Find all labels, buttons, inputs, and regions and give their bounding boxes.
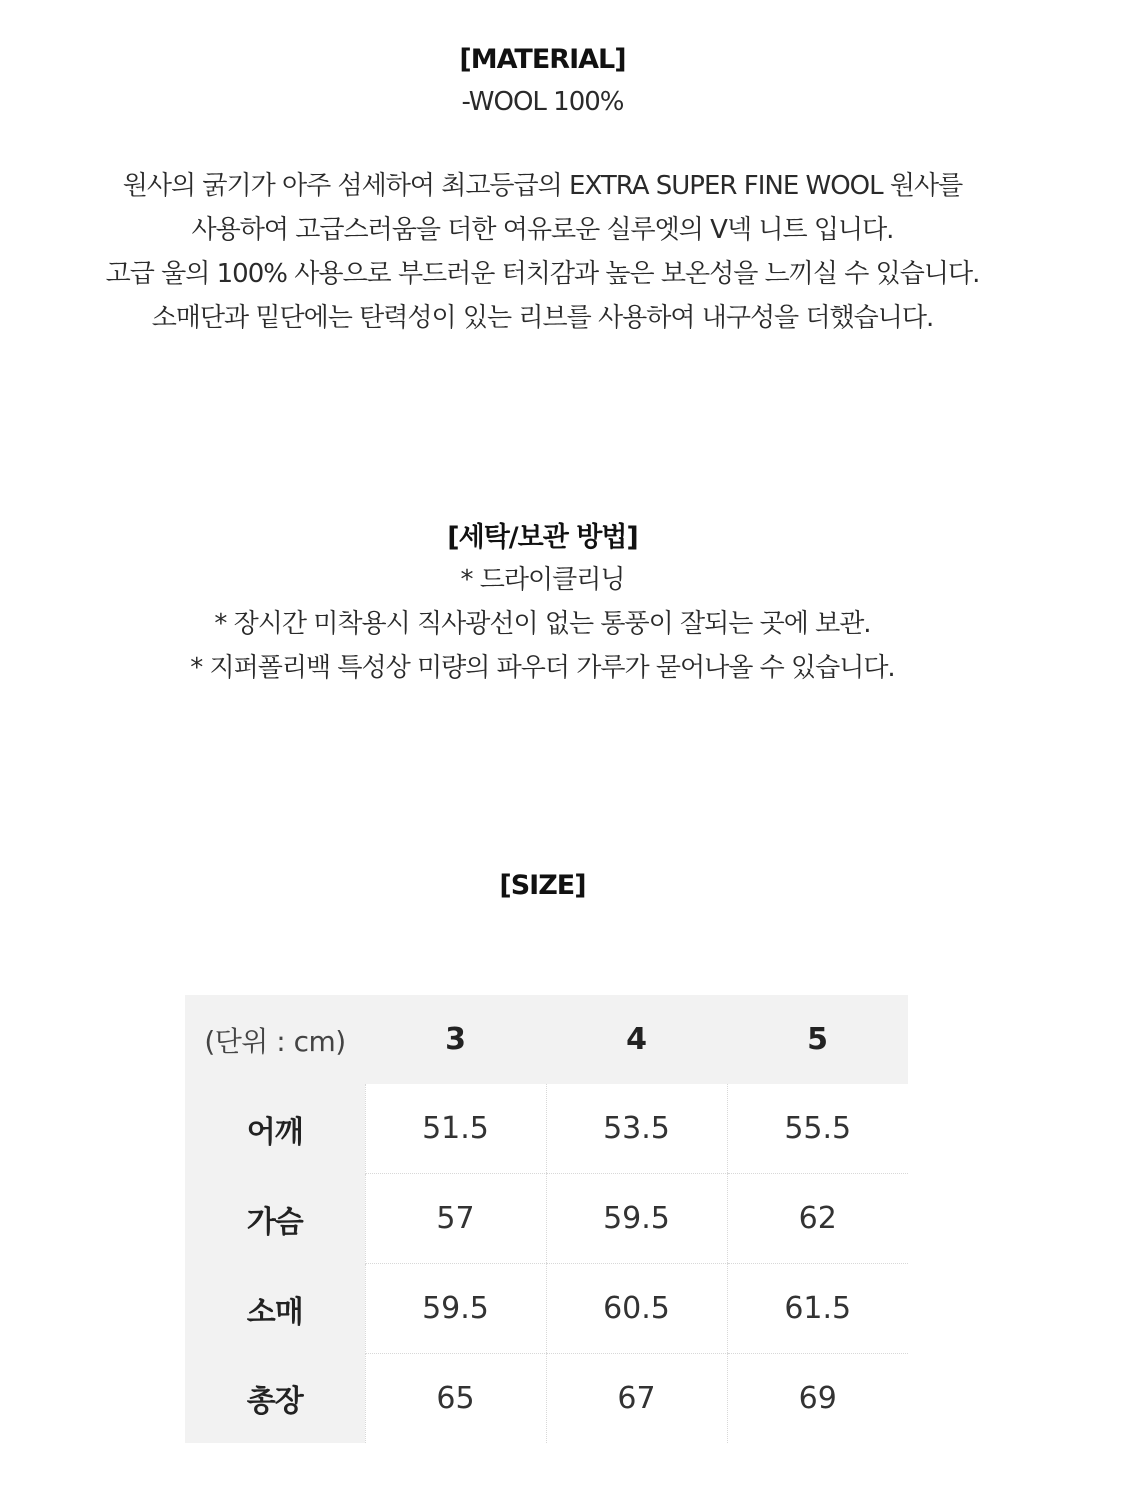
table-row [185, 1174, 908, 1264]
table-cell: 67 [546, 1354, 727, 1444]
description-line: 소매단과 밑단에는 탄력성이 있는 리브를 사용하여 내구성을 더했습니다. [151, 303, 934, 333]
table-cell: 65 [365, 1354, 546, 1444]
table-cell: 55.5 [727, 1084, 908, 1174]
table-row [185, 1264, 908, 1354]
care-heading: [세탁/보관 방법] [447, 522, 638, 553]
size-table [185, 995, 908, 1443]
table-cell: 61.5 [727, 1264, 908, 1354]
description-line: 고급 울의 100% 사용으로 부드러운 터치감과 높은 보온성을 느끼실 수 있습니다. [105, 259, 980, 289]
unit-label: (단위 : cm) [185, 995, 365, 1084]
table-cell: 59.5 [546, 1174, 727, 1264]
table-row [185, 1354, 908, 1444]
table-cell: 59.5 [365, 1264, 546, 1354]
care-section [0, 518, 1085, 690]
table-cell: 51.5 [365, 1084, 546, 1174]
table-cell: 62 [727, 1174, 908, 1264]
size-column-header: 5 [727, 995, 908, 1084]
description-line: 사용하여 고급스러움을 더한 여유로운 실루엣의 V넥 니트 입니다. [191, 215, 894, 245]
size-table-header-row [185, 995, 908, 1084]
size-column-header: 4 [546, 995, 727, 1084]
care-line: * 드라이클리닝 [460, 565, 625, 595]
table-cell: 57 [365, 1174, 546, 1264]
table-row [185, 1084, 908, 1174]
material-composition: -WOOL 100% [461, 87, 624, 117]
size-heading: [SIZE] [499, 870, 586, 901]
table-cell: 69 [727, 1354, 908, 1444]
material-description [0, 164, 1085, 340]
description-line: 원사의 굵기가 아주 섬세하여 최고등급의 EXTRA SUPER FINE WOOL 원사를 [122, 171, 963, 201]
size-column-header: 3 [365, 995, 546, 1084]
care-line: * 장시간 미착용시 직사광선이 없는 통풍이 잘되는 곳에 보관. [214, 609, 871, 639]
material-heading: [MATERIAL] [459, 44, 626, 75]
row-label: 가슴 [185, 1174, 365, 1264]
row-label: 소매 [185, 1264, 365, 1354]
table-cell: 60.5 [546, 1264, 727, 1354]
material-section [0, 40, 1085, 340]
row-label: 어깨 [185, 1084, 365, 1174]
row-label: 총장 [185, 1354, 365, 1444]
table-cell: 53.5 [546, 1084, 727, 1174]
care-line: * 지퍼폴리백 특성상 미량의 파우더 가루가 묻어나올 수 있습니다. [190, 653, 895, 683]
